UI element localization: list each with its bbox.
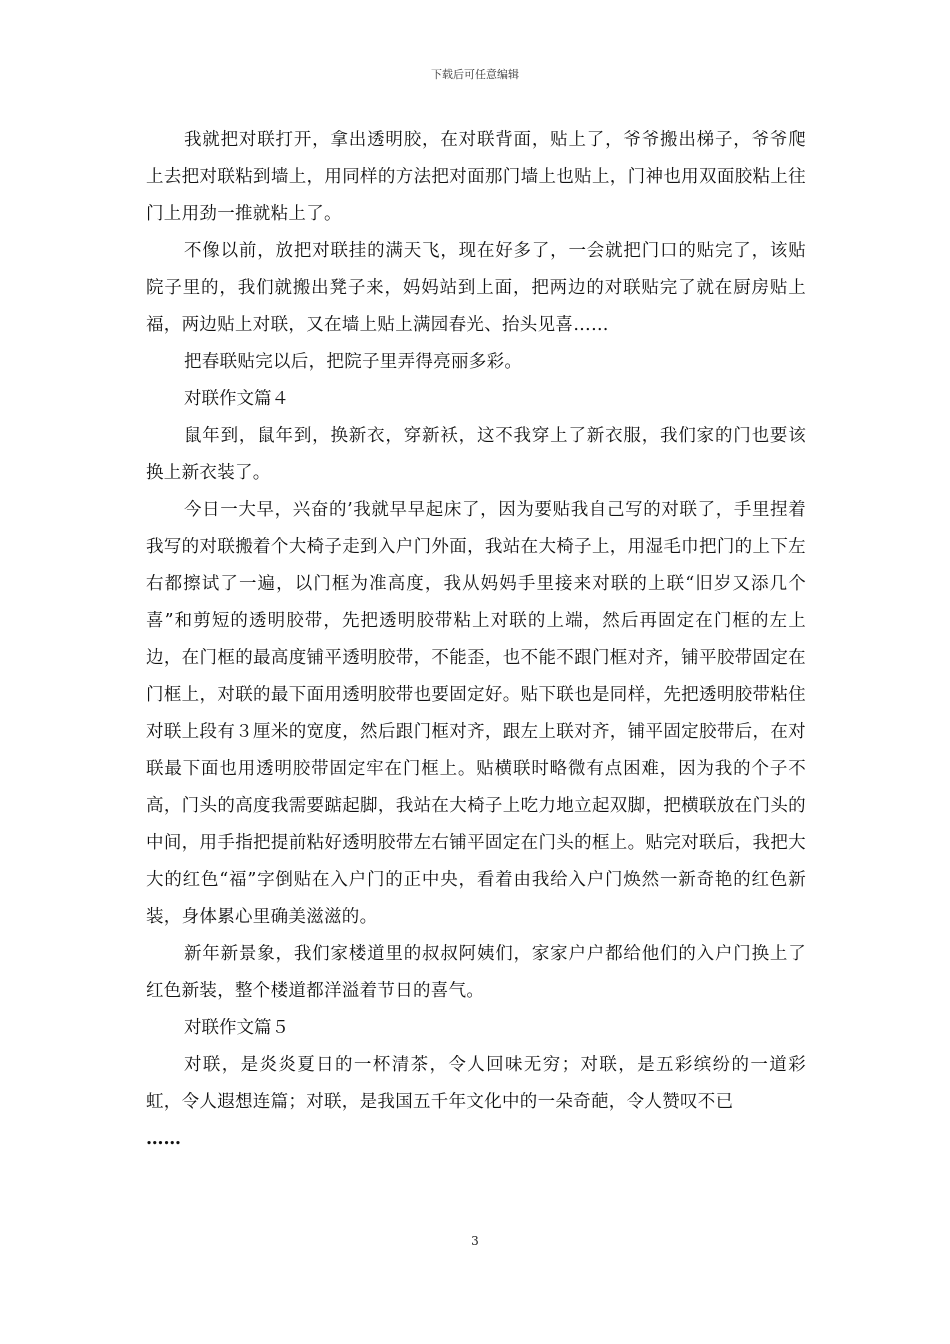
paragraph: 我就把对联打开，拿出透明胶，在对联背面，贴上了，爷爷搬出梯子，爷爷爬上去把对联粘到墙上，用同样的方法把对面那门墙上也贴上，门神也用双面胶粘上往门上用劲一推就粘上了。	[146, 130, 806, 224]
paragraph: 今日一大早，兴奋的’我就早早起床了，因为要贴我自己写的对联了，手里捏着我写的对联搬着个大椅子走到入户门外面，我站在大椅子上，用湿毛巾把门的上下左右都擦试了一遍，以门框为准高度，我从妈妈手里接来对联的上联“旧岁又添几个喜”和剪短的透明胶带，先把透明胶带粘上对联的上端，然后再固定在门框的左上边，在门框的最高度铺平透明胶带，不能歪，也不能不跟门框对齐，铺平胶带固定在门框上，对联的最下面用透明胶带也要固定好。贴下联也是同样，先把透明胶带粘住对联上段有３厘米的宽度，然后跟门框对齐，跟左上联对齐，铺平固定胶带后，在对联最下面也用透明胶带固定牢在门框上。贴横联时略微有点困难，因为我的个子不高，门头的高度我需要踮起脚，我站在大椅子上吃力地立起双脚，把横联放在门头的中间，用手指把提前粘好透明胶带左右铺平固定在门头的框上。贴完对联后，我把大大的红色“福”字倒贴在入户门的正中央，看着由我给入户门焕然一新奇艳的红色新装，身体累心里确美滋滋的。	[146, 500, 806, 927]
paragraph: 新年新景象，我们家楼道里的叔叔阿姨们，家家户户都给他们的入户门换上了红色新装，整个楼道都洋溢着节日的喜气。	[146, 944, 806, 1001]
paragraph-ellipsis: ……	[146, 1129, 181, 1149]
page-number: 3	[471, 1234, 479, 1248]
paragraph: 鼠年到，鼠年到，换新衣，穿新袄，这不我穿上了新衣服，我们家的门也要该换上新衣装了。	[146, 426, 806, 483]
document-body	[146, 122, 806, 1158]
paragraph: 对联，是炎炎夏日的一杯清茶，令人回味无穷；对联，是五彩缤纷的一道彩虹，令人遐想连篇；对联，是我国五千年文化中的一朵奇葩，令人赞叹不已	[146, 1055, 806, 1112]
section-heading: 对联作文篇４	[184, 389, 289, 409]
page-header: 下载后可任意编辑	[431, 68, 519, 81]
paragraph: 把春联贴完以后，把院子里弄得亮丽多彩。	[184, 352, 523, 372]
paragraph: 不像以前，放把对联挂的满天飞，现在好多了，一会就把门口的贴完了，该贴院子里的，我们就搬出凳子来，妈妈站到上面，把两边的对联贴完了就在厨房贴上福，两边贴上对联，又在墙上贴上满园春光、抬头见喜……	[146, 241, 806, 335]
section-heading: 对联作文篇５	[184, 1018, 289, 1038]
